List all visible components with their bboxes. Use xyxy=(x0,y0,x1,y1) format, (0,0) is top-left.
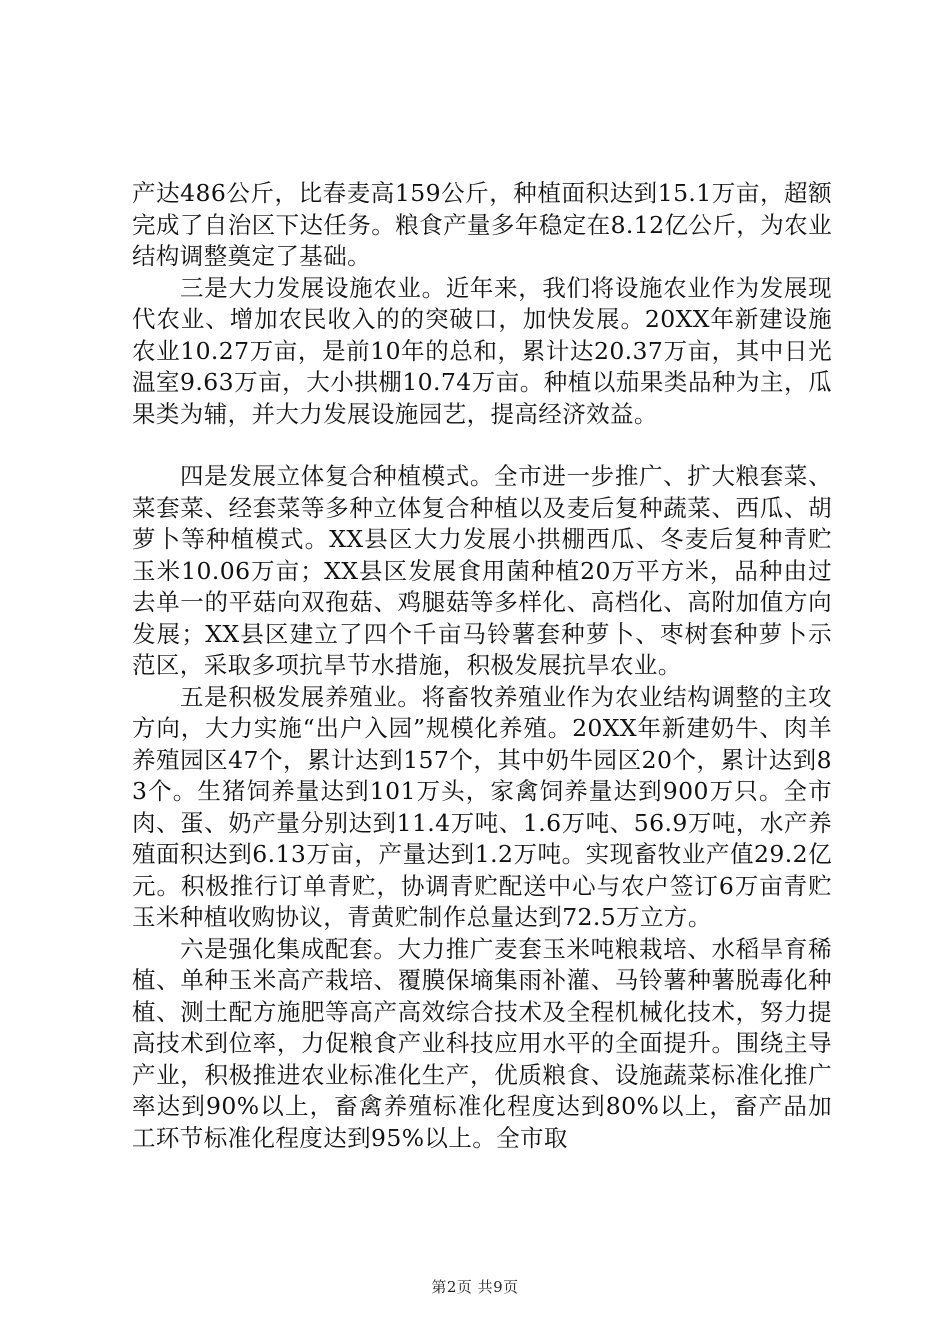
paragraph-integration: 六是强化集成配套。大力推广麦套玉米吨粮栽培、水稻旱育稀植、单种玉米高产栽培、覆膜保墒集雨补灌、马铃薯种薯脱毒化种植、测土配方施肥等高产高效综合技术及全程机械化技术，努力提高技术到位率，力促粮食产业科技应用水平的全面提升。围绕主导产业，积极推进农业标准化生产，优质粮食、设施蔬菜标准化推广率达到90%以上，畜禽养殖标准化程度达到80%以上，畜产品加工环节标准化程度达到95%以上。全市取 xyxy=(132,934,832,1152)
page-number-footer: 第2页 共9页 xyxy=(431,1278,519,1296)
document-body xyxy=(132,178,832,1154)
paragraph-intercropping: 四是发展立体复合种植模式。全市进一步推广、扩大粮套菜、菜套菜、经套菜等多种立体复合种植以及麦后复种蔬菜、西瓜、胡萝卜等种植模式。XX县区大力发展小拱棚西瓜、冬麦后复种青贮玉米10.06万亩；XX县区发展食用菌种植20万平方米，品种由过去单一的平菇向双孢菇、鸡腿菇等多样化、高档化、高附加值方向发展；XX县区建立了四个千亩马铃薯套种萝卜、枣树套种萝卜示范区，采取多项抗旱节水措施，积极发展抗旱农业。 xyxy=(132,462,832,679)
paragraph-continued: 产达486公斤，比春麦高159公斤，种植面积达到15.1万亩，超额完成了自治区下达任务。粮食产量多年稳定在8.12亿公斤，为农业结构调整奠定了基础。 xyxy=(132,179,832,270)
paragraph-livestock: 五是积极发展养殖业。将畜牧养殖业作为农业结构调整的主攻方向，大力实施“出户入园”规模化养殖。20XX年新建奶牛、肉羊养殖园区47个，累计达到157个，其中奶牛园区20个，累计达到83个。生猪饲养量达到101万头，家禽饲养量达到900万只。全市肉、蛋、奶产量分别达到11.4万吨、1.6万吨、56.9万吨，水产养殖面积达到6.13万亩，产量达到1.2万吨。实现畜牧业产值29.2亿元。积极推行订单青贮，协调青贮配送中心与农户签订6万亩青贮玉米种植收购协议，青黄贮制作总量达到72.5万立方。 xyxy=(132,682,832,931)
paragraph-facility-agriculture: 三是大力发展设施农业。近年来，我们将设施农业作为发展现代农业、增加农民收入的的突破口，加快发展。20XX年新建设施农业10.27万亩，是前10年的总和，累计达20.37万亩，其中日光温室9.63万亩，大小拱棚10.74万亩。种植以茄果类品种为主，瓜果类为辅，并大力发展设施园艺，提高经济效益。 xyxy=(132,273,832,428)
